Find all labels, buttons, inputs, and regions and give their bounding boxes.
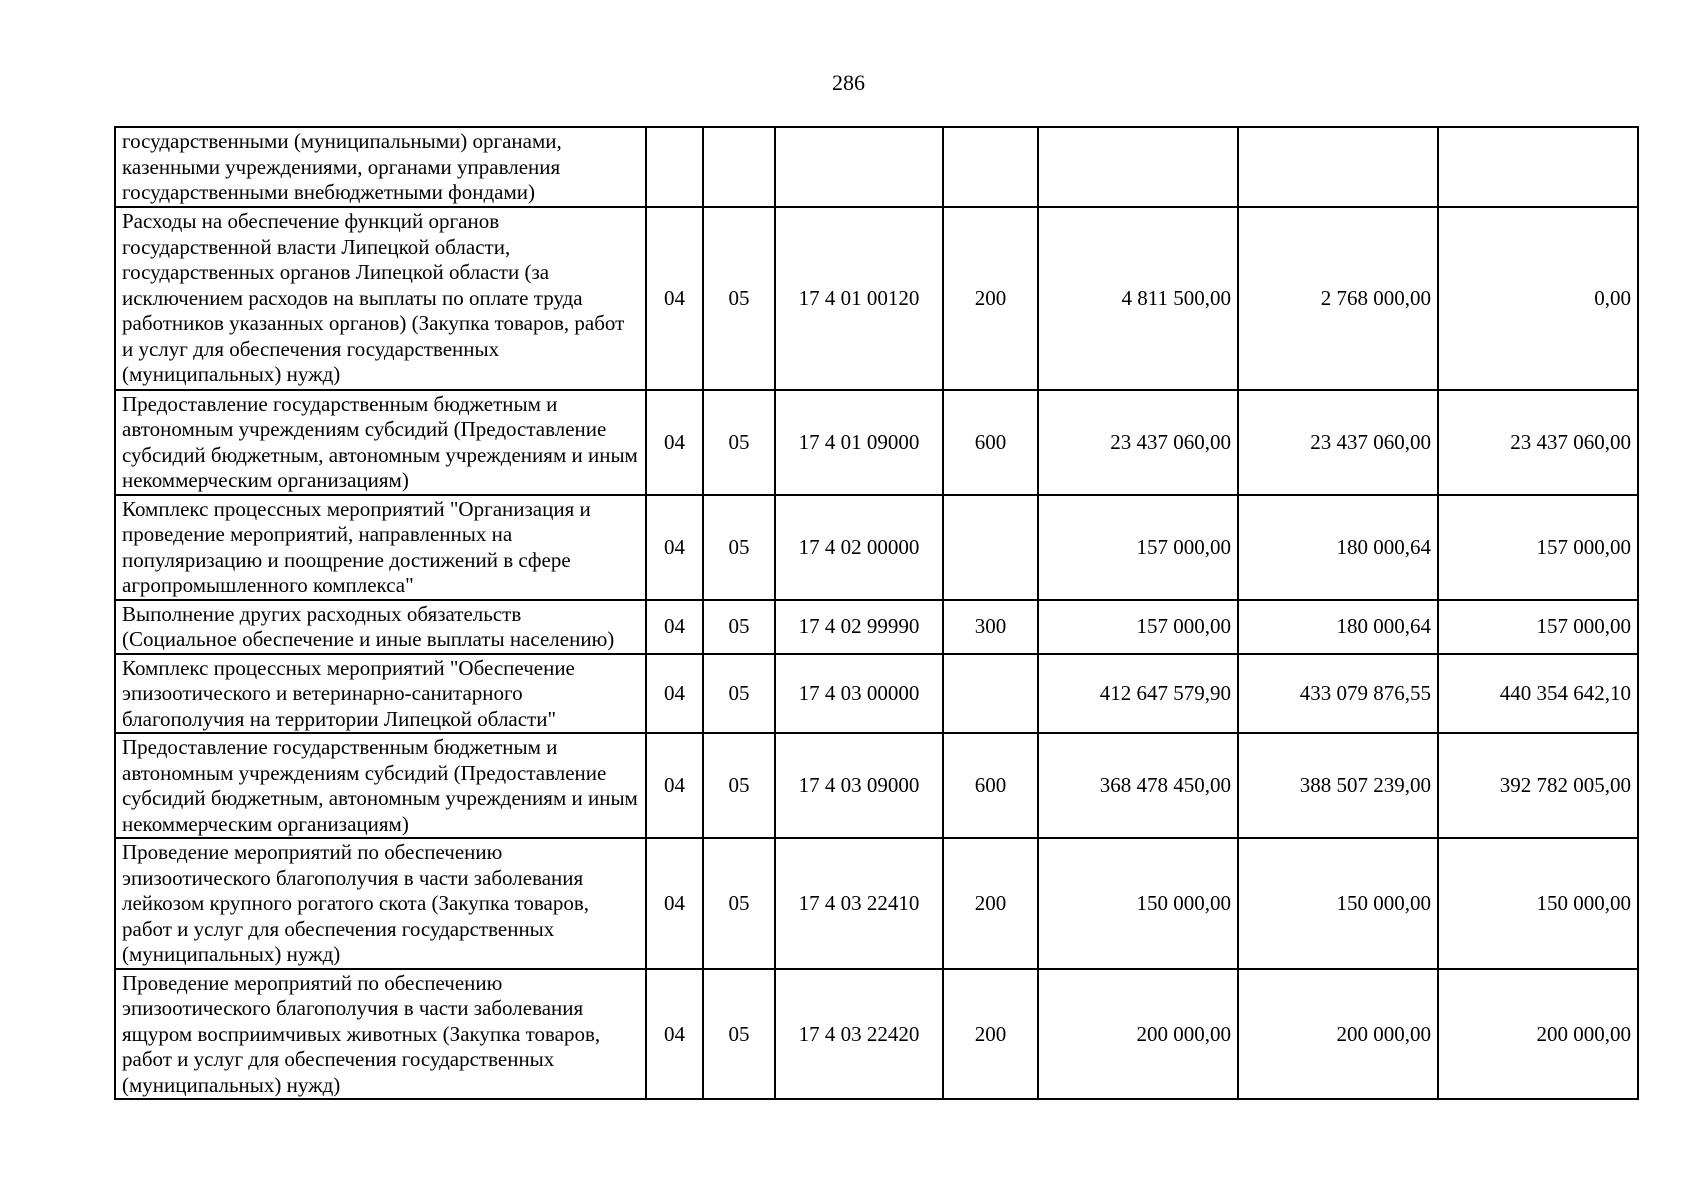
amount-year-3-cell: 157 000,00 (1438, 600, 1638, 654)
table-row (115, 390, 1638, 495)
expense-kind-cell: 600 (943, 390, 1038, 495)
table-row (115, 733, 1638, 838)
amount-year-3-cell: 0,00 (1438, 207, 1638, 390)
subsection-code-cell: 05 (703, 390, 775, 495)
section-code-cell: 04 (646, 390, 703, 495)
table-row (115, 838, 1638, 969)
section-code-cell: 04 (646, 654, 703, 734)
amount-year-2-cell: 388 507 239,00 (1238, 733, 1438, 838)
table-row (115, 969, 1638, 1100)
amount-year-3-cell: 23 437 060,00 (1438, 390, 1638, 495)
amount-year-2-cell: 433 079 876,55 (1238, 654, 1438, 734)
subsection-code-cell: 05 (703, 654, 775, 734)
target-article-cell (775, 127, 943, 207)
target-article-cell: 17 4 03 00000 (775, 654, 943, 734)
expense-kind-cell: 600 (943, 733, 1038, 838)
budget-table (114, 126, 1639, 1100)
amount-year-1-cell: 4 811 500,00 (1038, 207, 1238, 390)
subsection-code-cell: 05 (703, 207, 775, 390)
expense-kind-cell: 200 (943, 838, 1038, 969)
subsection-code-cell: 05 (703, 733, 775, 838)
amount-year-2-cell (1238, 127, 1438, 207)
amount-year-2-cell: 23 437 060,00 (1238, 390, 1438, 495)
expense-kind-cell (943, 654, 1038, 734)
target-article-cell: 17 4 01 00120 (775, 207, 943, 390)
table-row (115, 600, 1638, 654)
amount-year-3-cell: 157 000,00 (1438, 495, 1638, 600)
section-code-cell: 04 (646, 733, 703, 838)
expense-kind-cell: 300 (943, 600, 1038, 654)
amount-year-3-cell: 392 782 005,00 (1438, 733, 1638, 838)
amount-year-3-cell (1438, 127, 1638, 207)
section-code-cell: 04 (646, 969, 703, 1100)
amount-year-2-cell: 150 000,00 (1238, 838, 1438, 969)
amount-year-3-cell: 150 000,00 (1438, 838, 1638, 969)
target-article-cell: 17 4 03 22420 (775, 969, 943, 1100)
amount-year-1-cell: 157 000,00 (1038, 495, 1238, 600)
expense-kind-cell (943, 495, 1038, 600)
target-article-cell: 17 4 02 00000 (775, 495, 943, 600)
section-code-cell: 04 (646, 600, 703, 654)
amount-year-1-cell (1038, 127, 1238, 207)
expense-name-cell: Комплекс процессных мероприятий "Организация и проведение мероприятий, направленных на популяризацию и поощрение достижений в сфере агропромышленного комплекса" (115, 495, 646, 600)
target-article-cell: 17 4 03 22410 (775, 838, 943, 969)
table-row (115, 654, 1638, 734)
expense-name-cell: Комплекс процессных мероприятий "Обеспечение эпизоотического и ветеринарно-санитарного благополучия на территории Липецкой области" (115, 654, 646, 734)
expense-name-cell: Проведение мероприятий по обеспечению эпизоотического благополучия в части заболевания ящуром восприимчивых животных (Закупка товаров, работ и услуг для обеспечения государственных (муниципальных) нужд) (115, 969, 646, 1100)
amount-year-2-cell: 180 000,64 (1238, 600, 1438, 654)
subsection-code-cell: 05 (703, 600, 775, 654)
table-row (115, 127, 1638, 207)
table-row (115, 495, 1638, 600)
section-code-cell: 04 (646, 495, 703, 600)
expense-kind-cell: 200 (943, 969, 1038, 1100)
expense-name-cell: Предоставление государственным бюджетным и автономным учреждениям субсидий (Предоставление субсидий бюджетным, автономным учреждениям и иным некоммерческим организациям) (115, 733, 646, 838)
amount-year-2-cell: 2 768 000,00 (1238, 207, 1438, 390)
table-row (115, 207, 1638, 390)
subsection-code-cell (703, 127, 775, 207)
target-article-cell: 17 4 02 99990 (775, 600, 943, 654)
section-code-cell: 04 (646, 207, 703, 390)
amount-year-3-cell: 200 000,00 (1438, 969, 1638, 1100)
expense-name-cell: Предоставление государственным бюджетным и автономным учреждениям субсидий (Предоставление субсидий бюджетным, автономным учреждениям и иным некоммерческим организациям) (115, 390, 646, 495)
expense-kind-cell: 200 (943, 207, 1038, 390)
subsection-code-cell: 05 (703, 969, 775, 1100)
expense-name-cell: государственными (муниципальными) органами, казенными учреждениями, органами управления государственными внебюджетными фондами) (115, 127, 646, 207)
target-article-cell: 17 4 01 09000 (775, 390, 943, 495)
amount-year-2-cell: 180 000,64 (1238, 495, 1438, 600)
subsection-code-cell: 05 (703, 838, 775, 969)
amount-year-1-cell: 23 437 060,00 (1038, 390, 1238, 495)
expense-kind-cell (943, 127, 1038, 207)
section-code-cell (646, 127, 703, 207)
section-code-cell: 04 (646, 838, 703, 969)
amount-year-1-cell: 368 478 450,00 (1038, 733, 1238, 838)
amount-year-1-cell: 200 000,00 (1038, 969, 1238, 1100)
amount-year-1-cell: 157 000,00 (1038, 600, 1238, 654)
subsection-code-cell: 05 (703, 495, 775, 600)
page-number: 286 (832, 70, 865, 95)
amount-year-1-cell: 412 647 579,90 (1038, 654, 1238, 734)
amount-year-3-cell: 440 354 642,10 (1438, 654, 1638, 734)
amount-year-1-cell: 150 000,00 (1038, 838, 1238, 969)
expense-name-cell: Проведение мероприятий по обеспечению эпизоотического благополучия в части заболевания лейкозом крупного рогатого скота (Закупка товаров, работ и услуг для обеспечения государственных (муниципальных) нужд) (115, 838, 646, 969)
expense-name-cell: Расходы на обеспечение функций органов государственной власти Липецкой области, государственных органов Липецкой области (за исключением расходов на выплаты по оплате труда работников указанных органов) (Закупка товаров, работ и услуг для обеспечения государственных (муниципальных) нужд) (115, 207, 646, 390)
amount-year-2-cell: 200 000,00 (1238, 969, 1438, 1100)
target-article-cell: 17 4 03 09000 (775, 733, 943, 838)
expense-name-cell: Выполнение других расходных обязательств (Социальное обеспечение и иные выплаты населению) (115, 600, 646, 654)
